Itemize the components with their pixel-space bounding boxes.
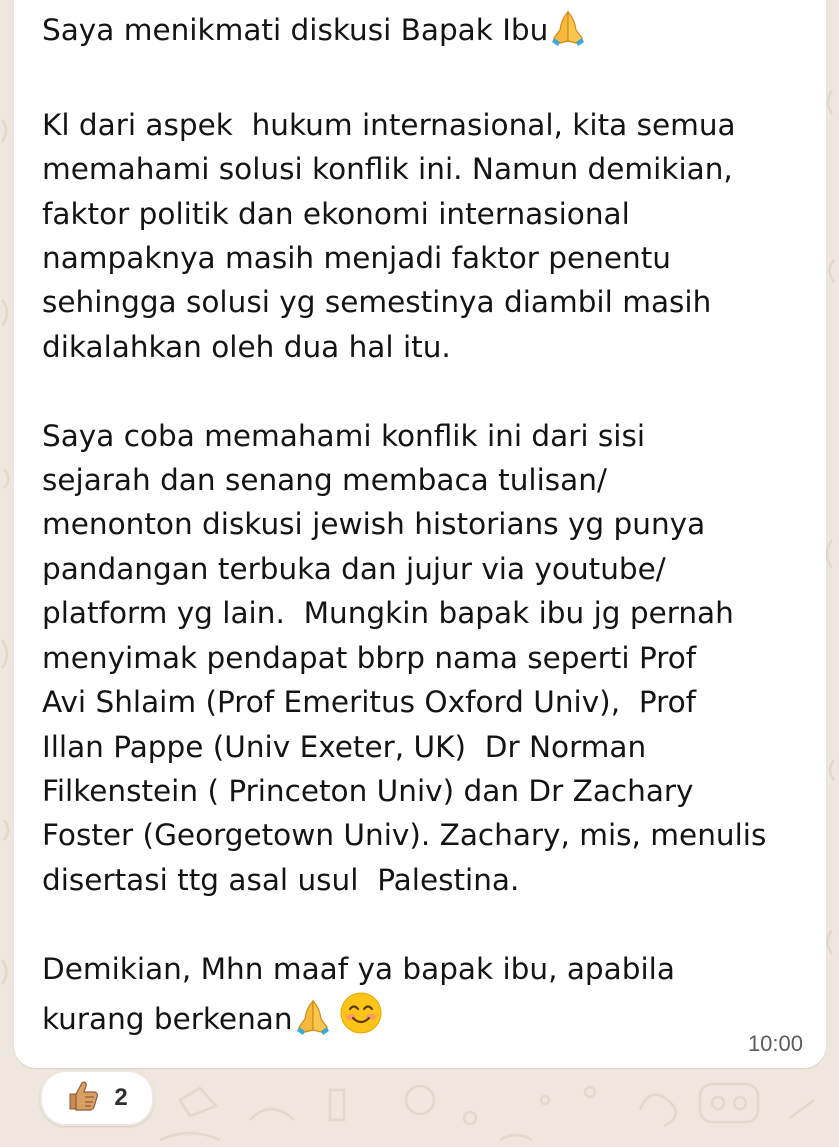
reaction-pill[interactable] <box>40 1070 154 1126</box>
reaction-count: 2 <box>114 1084 128 1111</box>
message-text <box>42 8 812 1047</box>
smiling-face-icon <box>339 991 383 1047</box>
folded-hands-icon <box>550 8 586 58</box>
message-paragraph-3: Saya coba memahami konflik ini dari sisi sejarah dan senang membaca tulisan/ menonton diskusi jewish historians yg punya pandangan terbuka dan jujur via youtube/ platform yg lain. Mungkin bapak ibu jg pernah menyimak pendapat bbrp nama seperti Prof Avi Shlaim (Prof Emeritus Oxford Univ), Prof Illan Pappe (Univ Exeter, UK) Dr Norman Filkenstein ( Princeton Univ) dan Dr Zachary Foster (Georgetown Univ). Zachary, mis, menulis disertasi ttg asal usul Palestina. <box>42 418 767 897</box>
message-paragraph-2: Kl dari aspek hukum internasional, kita semua memahami solusi konflik ini. Namun demikian, faktor politik dan ekonomi internasional nampaknya masih menjadi faktor penentu sehingga solusi yg semestinya diambil masih dikalahkan oleh dua hal itu. <box>42 107 736 364</box>
thumbs-up-icon <box>66 1079 100 1117</box>
message-paragraph-4: Demikian, Mhn maaf ya bapak ibu, apabila kurang berkenan <box>42 951 675 1036</box>
message-timestamp: 10:00 <box>747 1031 803 1056</box>
folded-hands-icon <box>295 997 331 1047</box>
message-paragraph-1: Saya menikmati diskusi Bapak Ibu <box>42 13 549 47</box>
